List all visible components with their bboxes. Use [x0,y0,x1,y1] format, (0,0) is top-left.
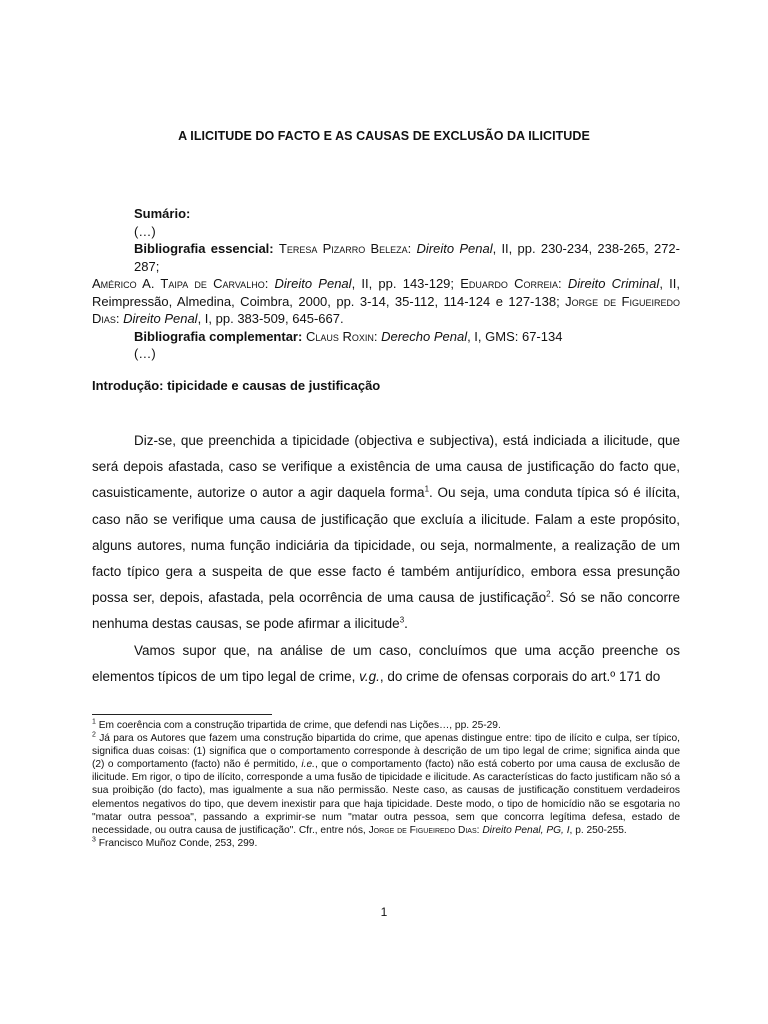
footnote-text: , que o comportamento (facto) não está coberto por uma causa de exclusão de ilicitude. Em rigor, o tipo de ilícito, corresponde a uma fusão de tipicidade e ilicitude. As características do facto justificam não só a sua proibição (do facto), mas igualmente a sua não permissão. Neste caso, as causas de justificação constituem verdadeiros elementos negativos do tipo, que devem inexistir para que haja tipicidade. Deste modo, o tipo de homicídio não se esgotaria no "matar outra pessoa", passando a exprimir-se num "matar outra pessoa, sem que concorra legítima defesa, estado de necessidade, ou outra causa de justificação". Cfr., entre nós, [92,759,680,836]
author-name: Claus Roxin [305,328,374,344]
footnote-ref[interactable]: 3 [399,615,405,625]
work-title: Direito Penal [123,311,198,326]
footnote-text: Já para os Autores que fazem uma construção bipartida do crime, que apenas distingue entre: tipo de ilícito e culpa, ser típico, significa duas coisas: (1) significa que o comportamento corresponde à descrição de um tipo legal de crime; significa ainda que (2) o comportamento (facto) não é permitido, [92,733,680,771]
work-title: Derecho Penal [381,328,468,344]
footnote-text: : [476,824,483,836]
work-title: Direito Penal, PG, I [482,824,570,836]
footnote-number: 3 [92,836,96,844]
footnote-3 [92,837,680,850]
footnote-ref[interactable]: 1 [424,484,430,494]
work-pages: , II, Reimpressão, Almedina, Coimbra, 2000, pp. 3-14, 35-112, 114-124 e 127-138; [92,276,680,309]
work-title: Direito Penal [416,241,493,256]
text-run: Diz-se, que preenchida a tipicidade (objectiva e subjectiva), está indiciada a ilicitude, que será depois afastada, caso se verifique a existência de uma causa de justificação do facto que, casuisticamente, autorize o autor a agir daquela forma [92,433,680,501]
bibliography-essential-cont: Américo A. Taipa de Carvalho: Direito Penal, II, pp. 143-129; Eduardo Correia: Direito Criminal, II, Reimpressão, Almedina, Coimbra, 2000, pp. 3-14, 35-112, 114-124 e 127-138; Jorge de Figueiredo Dias: Direito Penal, I, pp. 383-509, 645-667. [92,276,680,326]
work-pages: , I, pp. 383-509, 645-667. [197,311,344,326]
work-pages: , I, GMS: 67-134 [467,328,563,344]
footnote-number: 1 [92,718,96,726]
text-run-italic: v.g. [359,668,380,684]
footnote-number: 2 [92,731,96,739]
footnote-ref[interactable]: 2 [546,589,551,599]
page-number: 1 [380,905,388,919]
footnote-2 [92,732,680,837]
body-paragraph [92,428,680,638]
text-run: . Ou seja, uma conduta típica só é ilícita, caso não se verifique uma causa de justificação que excluía a ilicitude. Falam a este propósito, alguns autores, numa função indiciária da tipicidade, ou seja, normalmente, a realização de um facto típico gera a suspeita de que esse facto é também antijurídico, embora essa presunção possa ser, depois, afastada, pela ocorrência de uma causa de justificação [92,485,680,606]
work-title: Direito Penal [274,276,352,291]
footnote-text: Francisco Muñoz Conde, 253, 299. [95,837,258,849]
footnote-1 [92,719,680,732]
bibliography-complementary: Bibliografia complementar: Claus Roxin: Derecho Penal, I, GMS: 67-134 [134,328,563,344]
section-heading: Introdução: tipicidade e causas de justificação [92,378,381,393]
work-pages: , II, pp. 230-234, 238-265, 272-287; [134,241,680,274]
work-pages: , II, pp. 143-129; [351,276,455,291]
work-pages: , p. 250-255. [569,824,627,836]
summary-ellipsis: (…) [134,223,156,239]
body-paragraph [92,638,680,690]
summary-block [92,205,680,363]
work-title: Direito Criminal [567,276,660,291]
author-name: Américo A. Taipa de Carvalho [92,276,265,291]
bib-essential-label: Bibliografia essencial: [134,241,274,256]
text-run: Vamos supor que, na análise de um caso, concluímos que uma acção preenche os elementos típicos de um tipo legal de crime, [92,642,680,684]
footnote-italic: i.e. [301,759,315,771]
summary-ellipsis-2: (…) [134,346,156,361]
footnote-text: Em coerência com a construção tripartida de crime, que defendi nas Lições…, pp. 25-29. [95,720,501,731]
text-run: . Só se não concorre nenhuma destas causas, se pode afirmar a ilicitude [92,590,680,632]
footnotes [92,719,680,850]
bib-complementary-label: Bibliografia complementar: [134,328,303,344]
author-name: Teresa Pizarro Beleza [278,241,408,256]
bibliography-essential: Bibliografia essencial: Teresa Pizarro Beleza: Direito Penal, II, pp. 230-234, 238-265, 272-287; [134,241,680,274]
author-name: Eduardo Correia [460,276,559,291]
summary-label: Sumário: [134,206,191,221]
author-name: Jorge de Figueiredo Dias [92,293,680,326]
footnote-separator [92,714,272,715]
author-name: Jorge de Figueiredo Dias [368,824,477,836]
text-run: , do crime de ofensas corporais do art.º 171 do [379,668,661,684]
body-text [92,428,680,690]
text-run: . [404,616,408,632]
document-title: A ILICITUDE DO FACTO E AS CAUSAS DE EXCLUSÃO DA ILICITUDE [178,129,590,143]
